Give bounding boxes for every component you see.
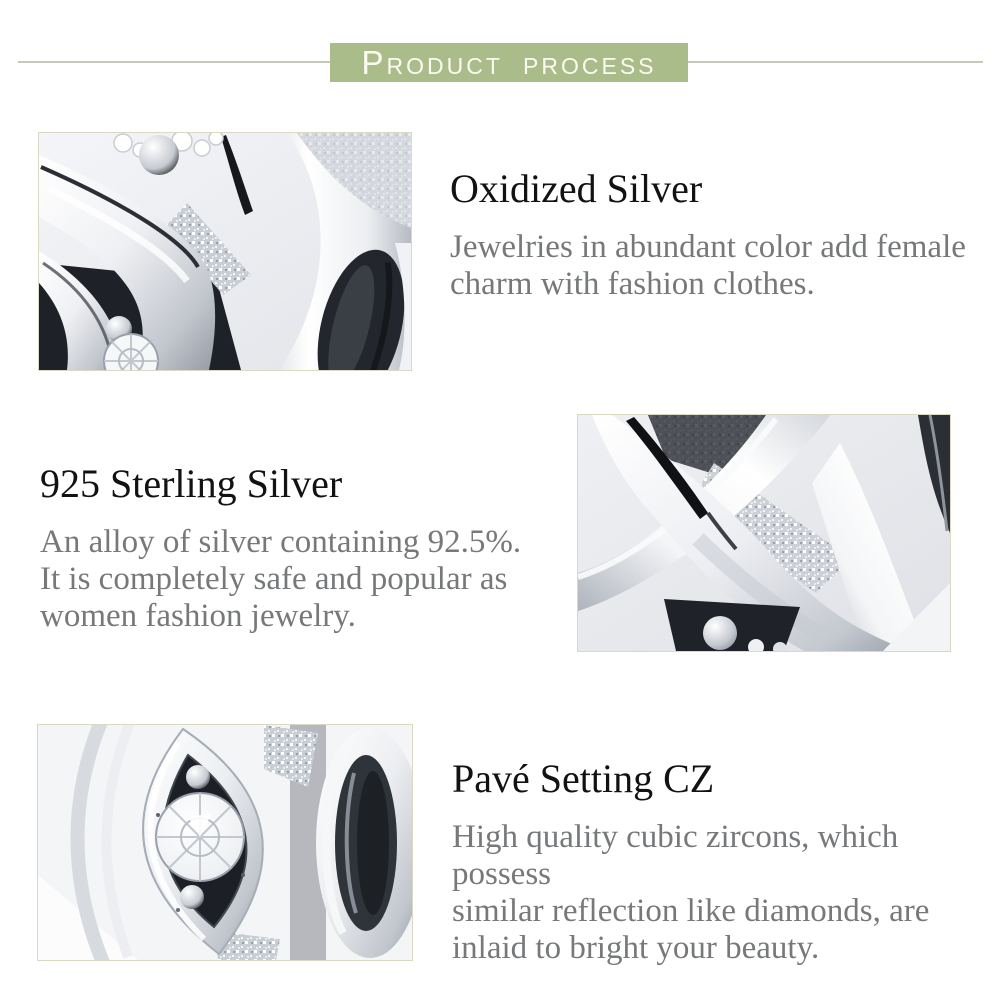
section-oxidized-silver: [450, 167, 966, 303]
header-banner: [330, 43, 688, 82]
oxidized-silver-image: [38, 132, 412, 371]
section-body-line: women fashion jewelry.: [40, 598, 356, 634]
section-heading: Pavé Setting CZ: [452, 756, 715, 801]
section-body-line: charm with fashion clothes.: [450, 266, 815, 302]
section-body-line: similar reflection like diamonds, are: [452, 893, 930, 929]
sterling-silver-image: [577, 414, 951, 652]
section-body-line: Jewelries in abundant color add female: [450, 229, 966, 265]
section-body-line: It is completely safe and popular as: [40, 561, 508, 597]
page-title: Product process: [361, 44, 657, 81]
section-body-line: inlaid to bright your beauty.: [452, 930, 820, 966]
section-body-line: An alloy of silver containing 92.5%.: [40, 524, 522, 560]
section-pave-setting-cz: [452, 757, 1001, 967]
section-sterling-silver: [40, 462, 521, 635]
section-heading: 925 Sterling Silver: [40, 461, 343, 506]
section-heading: Oxidized Silver: [450, 166, 703, 211]
section-body-line: High quality cubic zircons, which possess: [452, 819, 899, 892]
pave-setting-cz-image: [37, 724, 413, 961]
